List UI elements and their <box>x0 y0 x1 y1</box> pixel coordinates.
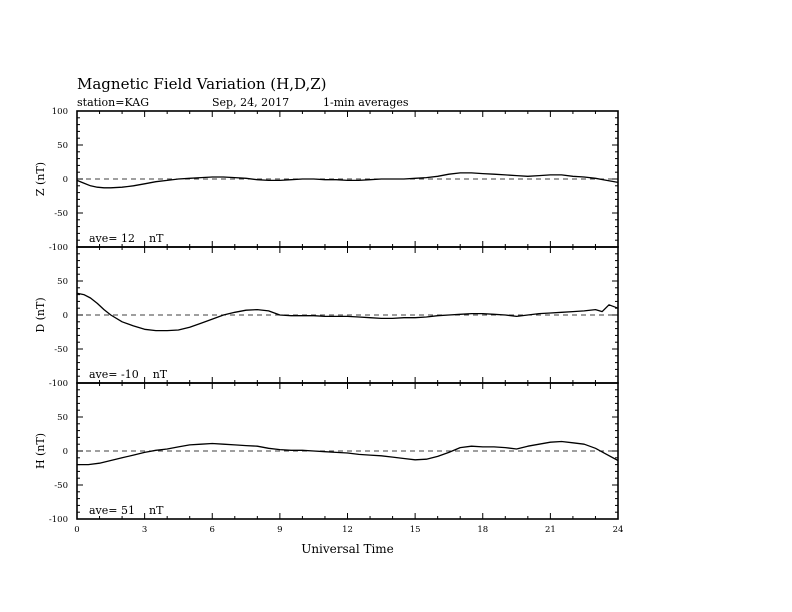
average-label-z: ave= 12 nT <box>89 232 164 245</box>
y-tick-label-z: 50 <box>57 141 68 151</box>
y-tick-label-h: -100 <box>48 515 68 525</box>
station-label: station=KAG <box>77 96 149 109</box>
x-tick-label: 6 <box>209 525 215 535</box>
x-tick-label: 24 <box>612 525 624 535</box>
x-tick-label: 9 <box>277 525 283 535</box>
y-tick-label-z: -100 <box>48 243 68 253</box>
y-tick-label-d: -100 <box>48 379 68 389</box>
y-axis-label-h: H (nT) <box>34 432 47 470</box>
y-tick-label-d: 0 <box>62 311 68 321</box>
y-axis-label-z: Z (nT) <box>34 161 47 197</box>
series-line-d <box>77 293 618 330</box>
x-tick-label: 12 <box>342 525 353 535</box>
average-label-h: ave= 51 nT <box>89 504 164 517</box>
x-tick-label: 21 <box>544 525 556 535</box>
average-label-d: ave= -10 nT <box>89 368 168 381</box>
y-tick-label-d: 50 <box>57 277 68 287</box>
y-tick-label-h: -50 <box>54 481 68 491</box>
x-tick-label: 3 <box>141 525 148 535</box>
y-tick-label-h: 50 <box>57 413 68 423</box>
series-line-h <box>77 442 618 465</box>
series-line-z <box>77 173 618 188</box>
x-axis-label: Universal Time <box>301 542 394 556</box>
y-tick-label-d: -50 <box>54 345 68 355</box>
averaging-label: 1-min averages <box>323 96 409 109</box>
y-tick-label-z: 0 <box>62 175 68 185</box>
chart-title: Magnetic Field Variation (H,D,Z) <box>77 75 327 93</box>
x-tick-label: 18 <box>477 525 489 535</box>
y-tick-label-z: 100 <box>51 107 68 117</box>
y-tick-label-z: -50 <box>54 209 68 219</box>
date-label: Sep, 24, 2017 <box>212 96 290 109</box>
x-tick-label: 0 <box>74 525 80 535</box>
y-tick-label-h: 0 <box>62 447 68 457</box>
y-axis-label-d: D (nT) <box>34 297 47 333</box>
x-tick-label: 15 <box>409 525 421 535</box>
